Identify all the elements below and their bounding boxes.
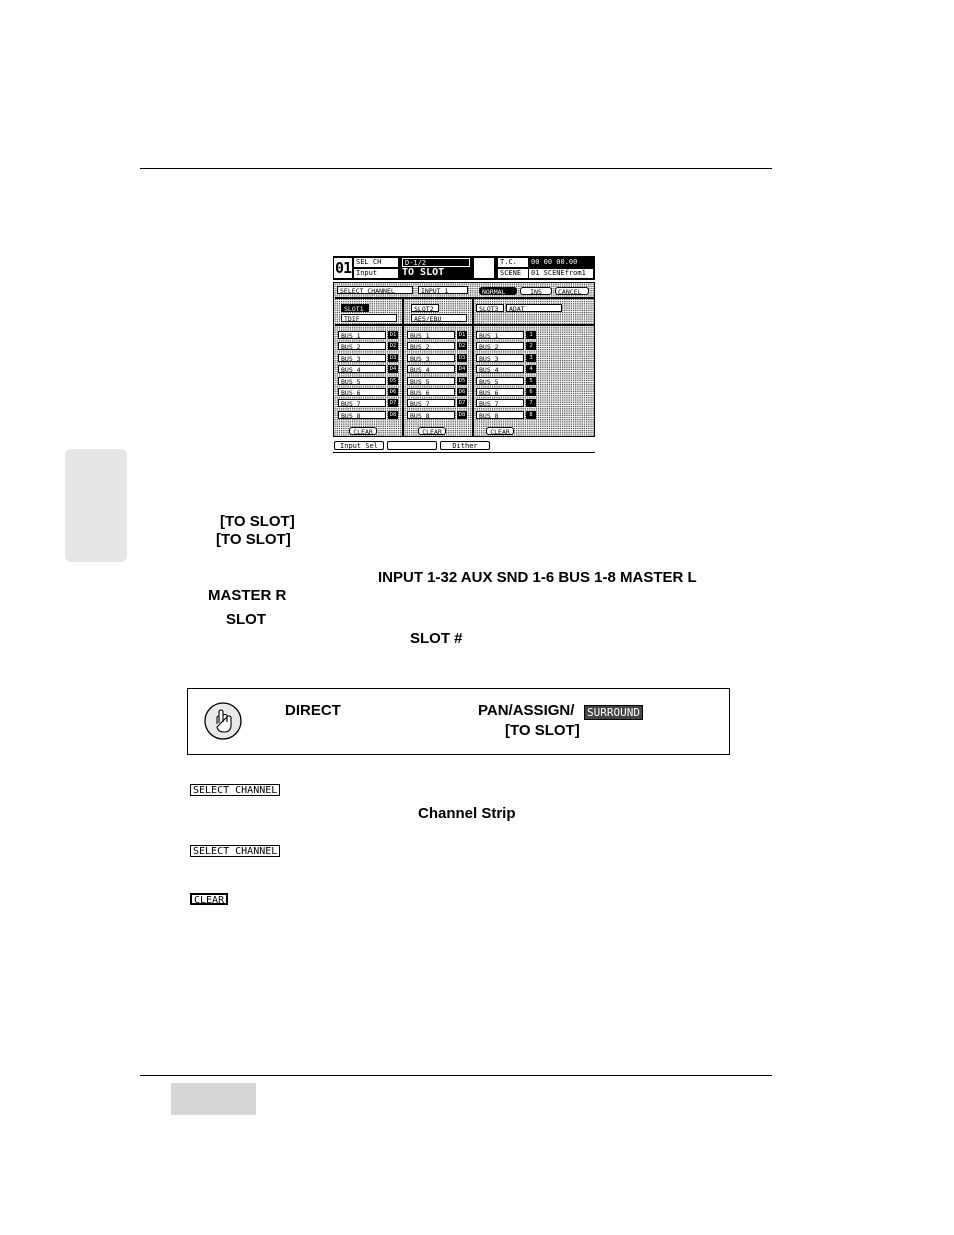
lcd-selected-input[interactable]: INPUT 1	[418, 286, 468, 294]
lcd-slot3-label: SLOT3	[476, 304, 504, 312]
to-slot-label-1: [TO SLOT]	[220, 513, 295, 530]
lcd-bus-tag: D4	[458, 366, 466, 373]
lcd-bus-field[interactable]: BUS 1	[338, 331, 386, 339]
lcd-slot2-label: SLOT2	[411, 304, 439, 312]
lcd-bus-tag: D8	[458, 411, 466, 418]
lcd-bus-tag: D3	[458, 354, 466, 361]
lcd-bus-tag: 7	[526, 399, 536, 407]
lcd-bus-tag: 6	[526, 388, 536, 396]
lcd-bus-tag: D5	[389, 377, 397, 384]
lcd-mode-ins[interactable]: INS	[520, 287, 552, 295]
lcd-bus-tag: 4	[526, 365, 536, 373]
lcd-screenshot	[333, 256, 595, 452]
lcd-bus-tag: D1	[458, 332, 466, 338]
lcd-bus-tag: 8	[526, 411, 536, 419]
slot-number-label: SLOT #	[410, 630, 463, 647]
lcd-divider-v1	[402, 298, 404, 437]
lcd-bus-field[interactable]: BUS 2	[407, 342, 455, 350]
lcd-slot1-value: TDIF	[341, 314, 397, 322]
lcd-divider-h	[335, 297, 595, 299]
lcd-main-area	[333, 282, 595, 437]
lcd-tab-dither[interactable]: Dither	[440, 441, 490, 450]
select-channel-button-1: SELECT CHANNEL	[190, 784, 280, 796]
lcd-bus-field[interactable]: BUS 7	[407, 399, 455, 407]
lcd-bus-tag: 5	[526, 377, 536, 385]
lcd-slot3-value: ADAT	[506, 304, 562, 312]
footer-rule	[140, 1075, 772, 1076]
lcd-mode-normal[interactable]: NORMAL	[479, 287, 517, 295]
lcd-bus-field[interactable]: BUS 1	[476, 331, 524, 339]
lcd-bus-field[interactable]: BUS 8	[338, 411, 386, 419]
lcd-bus-field[interactable]: BUS 7	[476, 399, 524, 407]
page-number-box	[171, 1083, 256, 1115]
lcd-bus-tag: 2	[526, 342, 536, 350]
lcd-bus-field[interactable]: BUS 5	[338, 377, 386, 385]
channel-strip-label: Channel Strip	[418, 805, 516, 822]
lcd-bus-field[interactable]: BUS 5	[476, 377, 524, 385]
lcd-bus-field[interactable]: BUS 6	[338, 388, 386, 396]
surround-button-label: SURROUND	[584, 705, 643, 720]
lcd-mode-cancel[interactable]: CANCEL	[555, 287, 589, 295]
lcd-bus-tag: D6	[458, 389, 466, 395]
lcd-bus-field[interactable]: BUS 6	[476, 388, 524, 396]
lcd-scene-label: SCENE	[498, 269, 528, 278]
lcd-bus-tag: D4	[389, 366, 397, 373]
lcd-divider-v2	[472, 298, 474, 437]
to-slot-label-2: [TO SLOT]	[216, 531, 291, 548]
lcd-sel-ch-value: Input	[354, 269, 398, 278]
lcd-tab-row	[333, 440, 595, 453]
lcd-bus-field[interactable]: BUS 8	[407, 411, 455, 419]
lcd-bus-field[interactable]: BUS 3	[338, 354, 386, 362]
lcd-clear-1[interactable]: CLEAR	[349, 427, 377, 435]
lcd-slot2-value: AES/EBU	[411, 314, 467, 322]
lcd-bus-tag: D7	[458, 400, 466, 407]
lcd-bus-field[interactable]: BUS 3	[476, 354, 524, 362]
lcd-bus-tag: D2	[458, 343, 466, 350]
lcd-bus-tag: D5	[458, 377, 466, 384]
lcd-meter	[474, 258, 494, 278]
note-pan-assign: PAN/ASSIGN/	[478, 702, 575, 719]
lcd-bus-tag: D3	[389, 354, 397, 361]
lcd-select-channel[interactable]: SELECT CHANNEL	[337, 286, 413, 294]
lcd-bus-field[interactable]: BUS 1	[407, 331, 455, 339]
lcd-bus-field[interactable]: BUS 6	[407, 388, 455, 396]
note-direct: DIRECT	[285, 702, 341, 719]
lcd-bus-tag: 3	[526, 354, 536, 362]
lcd-bus-field[interactable]: BUS 5	[407, 377, 455, 385]
input-list-label: INPUT 1-32 AUX SND 1-6 BUS 1-8 MASTER L	[378, 569, 697, 586]
lcd-slot1-label: SLOT1	[341, 304, 369, 312]
lcd-bus-tag: D8	[389, 411, 397, 418]
select-channel-button-2: SELECT CHANNEL	[190, 845, 280, 857]
lcd-tab-to-slot[interactable]: To Slot	[387, 441, 437, 450]
note-box	[187, 688, 730, 755]
lcd-screen-title: TO SLOT	[402, 267, 445, 278]
clear-button: CLEAR	[190, 893, 228, 905]
chapter-tab	[65, 449, 127, 562]
lcd-time-code: 00 00 00.00	[529, 258, 593, 267]
lcd-bus-field[interactable]: BUS 2	[476, 342, 524, 350]
lcd-bus-tag: D1	[389, 332, 397, 338]
header-rule	[140, 168, 772, 169]
lcd-scene-value: 01 SCENEfrom1	[529, 269, 593, 278]
lcd-tab-input-sel[interactable]: Input Sel	[334, 441, 384, 450]
lcd-clear-2[interactable]: CLEAR	[418, 427, 446, 435]
lcd-clear-3[interactable]: CLEAR	[486, 427, 514, 435]
lcd-bus-field[interactable]: BUS 2	[338, 342, 386, 350]
lcd-bus-tag: D7	[389, 400, 397, 407]
lcd-bus-tag: 1	[526, 331, 536, 339]
lcd-header	[333, 256, 595, 280]
lcd-bus-field[interactable]: BUS 4	[338, 365, 386, 373]
lcd-bus-field[interactable]: BUS 4	[476, 365, 524, 373]
lcd-bus-tag: D6	[389, 389, 397, 395]
master-r-label: MASTER R	[208, 587, 287, 604]
slot-label: SLOT	[226, 611, 266, 628]
lcd-channel-number: 01	[334, 258, 352, 277]
lcd-tc-label: T.C.	[498, 258, 528, 267]
note-to-slot: [TO SLOT]	[505, 722, 580, 739]
lcd-divider-h2	[335, 324, 595, 326]
lcd-source-label: D-1/2	[402, 258, 470, 267]
lcd-bus-tag: D2	[389, 343, 397, 350]
lcd-sel-ch: SEL CH	[354, 258, 398, 267]
pointing-hand-icon	[204, 702, 242, 740]
lcd-bus-field[interactable]: BUS 3	[407, 354, 455, 362]
lcd-bus-field[interactable]: BUS 7	[338, 399, 386, 407]
lcd-bus-field[interactable]: BUS 8	[476, 411, 524, 419]
lcd-bus-field[interactable]: BUS 4	[407, 365, 455, 373]
